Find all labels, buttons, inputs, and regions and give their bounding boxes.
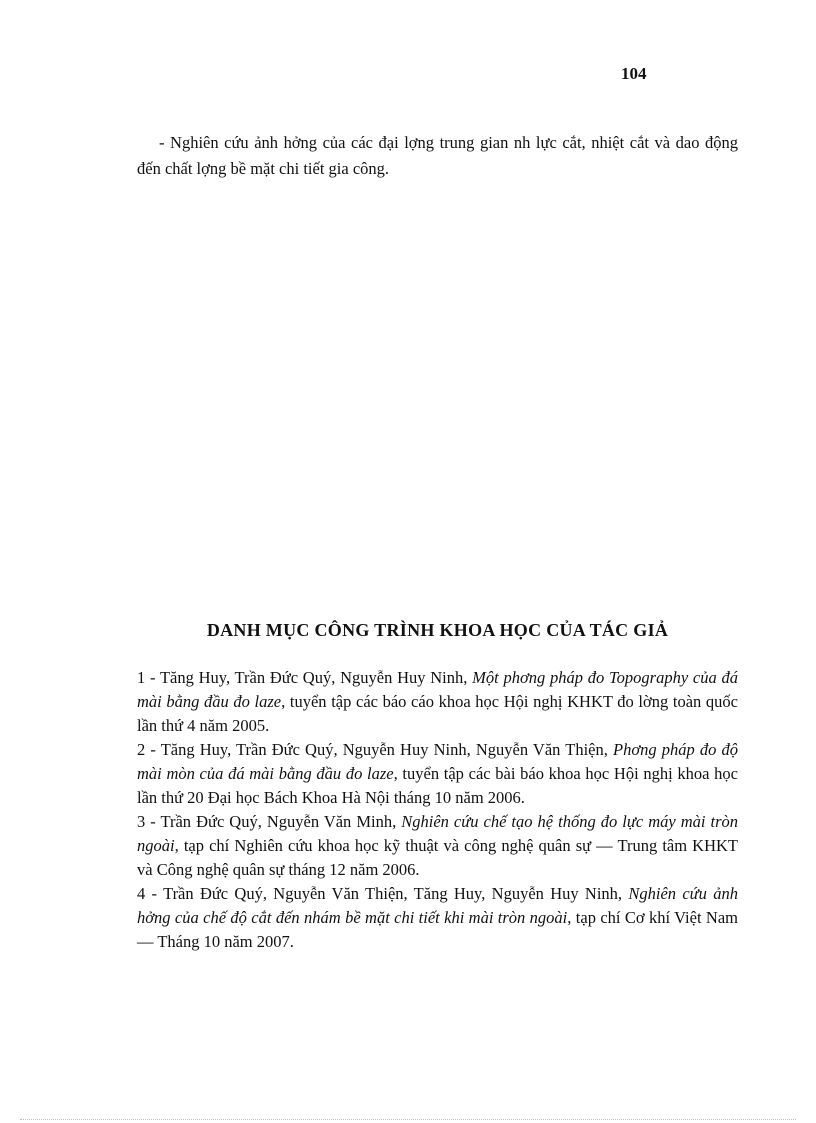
- section-title: DANH MỤC CÔNG TRÌNH KHOA HỌC CỦA TÁC GIẢ: [206, 620, 669, 640]
- reference-authors: 2 - Tăng Huy, Trần Đức Quý, Nguyễn Huy Ninh, Nguyễn Văn Thiện,: [137, 740, 613, 759]
- reference-title: Nghiên cứu chế tạo hệ thống đo lực máy mài tròn ngoài: [137, 812, 738, 855]
- reference-item-1: [137, 666, 738, 738]
- reference-source: , tuyển tập các báo cáo khoa học Hội nghị KHKT đo lờng toàn quốc lần thứ 4 năm 2005.: [137, 692, 738, 735]
- reference-authors: 3 - Trần Đức Quý, Nguyễn Văn Minh,: [137, 812, 402, 831]
- reference-title: Một phơng pháp đo Topography của đá mài bằng đầu đo laze: [137, 668, 738, 711]
- reference-list: [137, 666, 738, 954]
- reference-authors: 1 - Tăng Huy, Trần Đức Quý, Nguyễn Huy Ninh,: [137, 668, 473, 687]
- reference-source: , tuyển tập các bài báo khoa học Hội nghị khoa học lần thứ 20 Đại học Bách Khoa Hà Nội tháng 10 năm 2006.: [137, 764, 738, 807]
- intro-paragraph: - Nghiên cứu ảnh hởng của các đại lợng trung gian nh lực cắt, nhiệt cắt và dao động đến chất lợng bề mặt chi tiết gia công.: [137, 133, 738, 178]
- reference-title: Nghiên cứu ảnh hởng của chế độ cắt đến nhám bề mặt chi tiết khi mài tròn ngoài: [137, 884, 738, 927]
- page-number: 104: [621, 64, 647, 83]
- reference-source: , tạp chí Cơ khí Việt Nam — Tháng 10 năm 2007.: [137, 908, 738, 951]
- reference-title: Phơng pháp đo độ mài mòn của đá mài bằng đầu đo laze: [137, 740, 738, 783]
- reference-item-4: [137, 882, 738, 954]
- reference-item-2: [137, 738, 738, 810]
- footer-divider: [20, 1119, 796, 1120]
- reference-source: , tạp chí Nghiên cứu khoa học kỹ thuật và công nghệ quân sự — Trung tâm KHKT và Công nghệ quân sự tháng 12 năm 2006.: [137, 836, 738, 879]
- reference-item-3: [137, 810, 738, 882]
- reference-authors: 4 - Trần Đức Quý, Nguyễn Văn Thiện, Tăng Huy, Nguyễn Huy Ninh,: [137, 884, 629, 903]
